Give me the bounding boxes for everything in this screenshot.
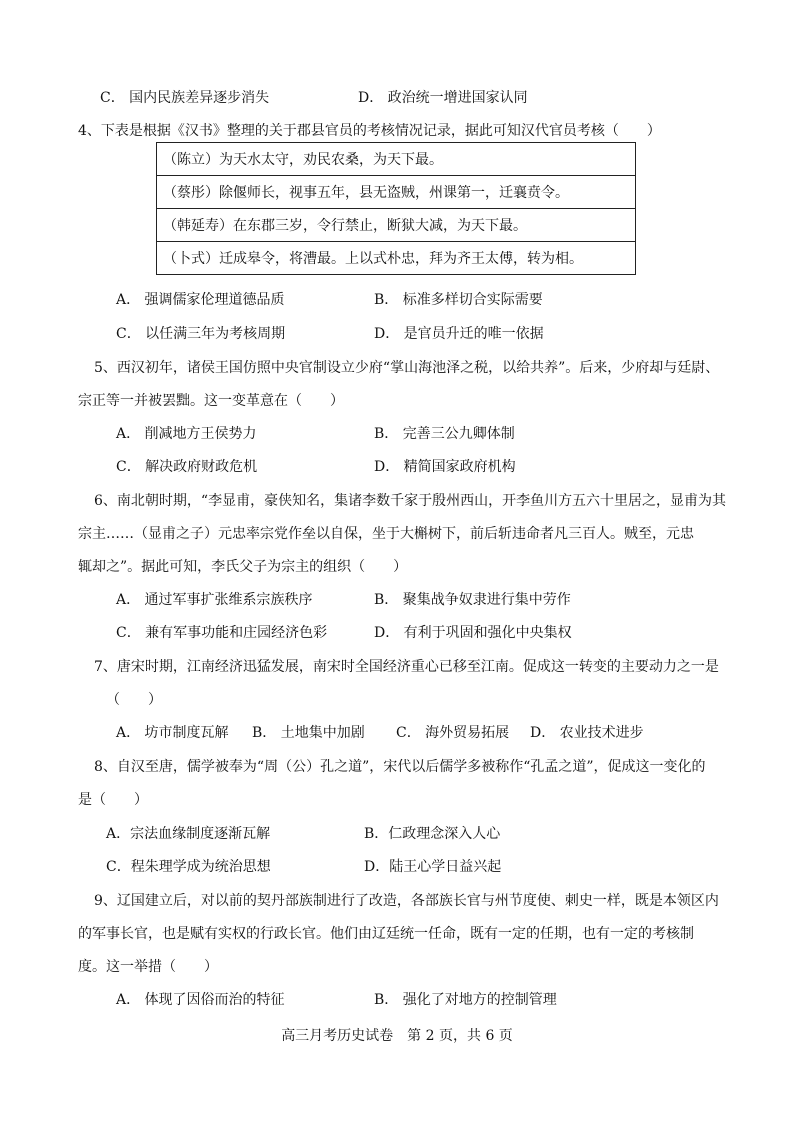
table-cell: （卜式）迁成皋令，将漕最。上以式朴忠，拜为齐王太傅，转为相。	[157, 242, 636, 275]
table-row	[157, 176, 636, 209]
q9-option-a: A． 体现了因俗而治的特征	[116, 992, 285, 1008]
q8-stem-line-1: 8、自汉至唐，儒学被奉为“周（公）孔之道”，宋代以后儒学多被称作“孔孟之道”，促成这一变化的	[94, 759, 706, 775]
q9-stem-line-2: 的军事长官，也是赋有实权的行政长官。他们由辽廷统一任命，既有一定的任期，也有一定的考核制	[78, 926, 694, 942]
q9-option-b: B． 强化了对地方的控制管理	[374, 992, 557, 1008]
q5-option-a: A． 削减地方王侯势力	[116, 426, 257, 442]
q8-option-b: B．仁政理念深入人心	[364, 826, 501, 842]
q6-stem-line-3: 辄却之”。据此可知，李氏父子为宗主的组织（ ）	[78, 559, 408, 575]
q7-option-c: C． 海外贸易拓展	[396, 725, 510, 741]
q6-stem-line-1: 6、南北朝时期，“李显甫，豪侠知名，集诸李数千家于殷州西山，开李鱼川方五六十里居之，显甫为其	[94, 493, 727, 509]
q6-option-d: D． 有利于巩固和强化中央集权	[374, 625, 572, 641]
table-row	[157, 242, 636, 275]
q4-option-a: A． 强调儒家伦理道德品质	[116, 292, 285, 308]
table-row	[157, 209, 636, 242]
table-cell: （陈立）为天水太守，劝民农桑，为天下最。	[157, 143, 636, 176]
q5-option-b: B． 完善三公九卿体制	[374, 426, 515, 442]
q6-stem-line-2: 宗主……（显甫之子）元忠率宗党作垒以自保，坐于大槲树下，前后斩违命者凡三百人。贼至，元忠	[78, 526, 694, 542]
q4-record-table	[156, 142, 636, 275]
q9-stem-line-1: 9、辽国建立后，对以前的契丹部族制进行了改造，各部族长官与州节度使、刺史一样，既是本领区内	[94, 893, 719, 909]
q4-option-c: C． 以任满三年为考核周期	[116, 326, 286, 342]
q3-option-c: C． 国内民族差异逐步消失	[100, 90, 270, 106]
q7-option-d: D． 农业技术进步	[530, 725, 644, 741]
q6-option-c: C． 兼有军事功能和庄园经济色彩	[116, 625, 328, 641]
q5-option-d: D． 精简国家政府机构	[374, 459, 516, 475]
q4-stem: 4、下表是根据《汉书》整理的关于郡县官员的考核情况记录，据此可知汉代官员考核（ ）	[78, 123, 661, 139]
table-cell: （蔡彤）除偃师长，视事五年，县无盗贼，州课第一，迁襄贲令。	[157, 176, 636, 209]
q6-option-b: B． 聚集战争奴隶进行集中劳作	[374, 592, 571, 608]
q8-stem-line-2: 是（ ）	[78, 792, 148, 808]
q7-stem-line-2: （ ）	[106, 692, 162, 708]
table-row	[157, 143, 636, 176]
q5-option-c: C． 解决政府财政危机	[116, 459, 258, 475]
q7-option-b: B． 土地集中加剧	[252, 725, 365, 741]
q3-option-d: D． 政治统一增进国家认同	[358, 90, 528, 106]
q4-option-b: B． 标准多样切合实际需要	[374, 292, 543, 308]
q8-option-a: A．宗法血缘制度逐渐瓦解	[106, 826, 271, 842]
page-footer: 高三月考历史试卷 第 2 页，共 6 页	[281, 1028, 513, 1044]
q7-stem-line-1: 7、唐宋时期，江南经济迅猛发展，南宋时全国经济重心已移至江南。促成这一转变的主要动力之一是	[94, 659, 719, 675]
q9-stem-line-3: 度。这一举措（ ）	[78, 959, 218, 975]
q5-stem-line-2: 宗正等一并被罢黜。这一变革意在（ ）	[78, 393, 344, 409]
q5-stem-line-1: 5、西汉初年，诸侯王国仿照中央官制设立少府“掌山海池泽之税，以给共养”。后来，少府却与廷尉、	[94, 360, 720, 376]
q4-option-d: D． 是官员升迁的唯一依据	[374, 326, 544, 342]
q7-option-a: A． 坊市制度瓦解	[116, 725, 229, 741]
table-cell: （韩延寿）在东郡三岁，令行禁止，断狱大减，为天下最。	[157, 209, 636, 242]
q8-option-d: D．陆王心学日益兴起	[364, 859, 502, 875]
q8-option-c: C．程朱理学成为统治思想	[106, 859, 271, 875]
q6-option-a: A． 通过军事扩张维系宗族秩序	[116, 592, 313, 608]
